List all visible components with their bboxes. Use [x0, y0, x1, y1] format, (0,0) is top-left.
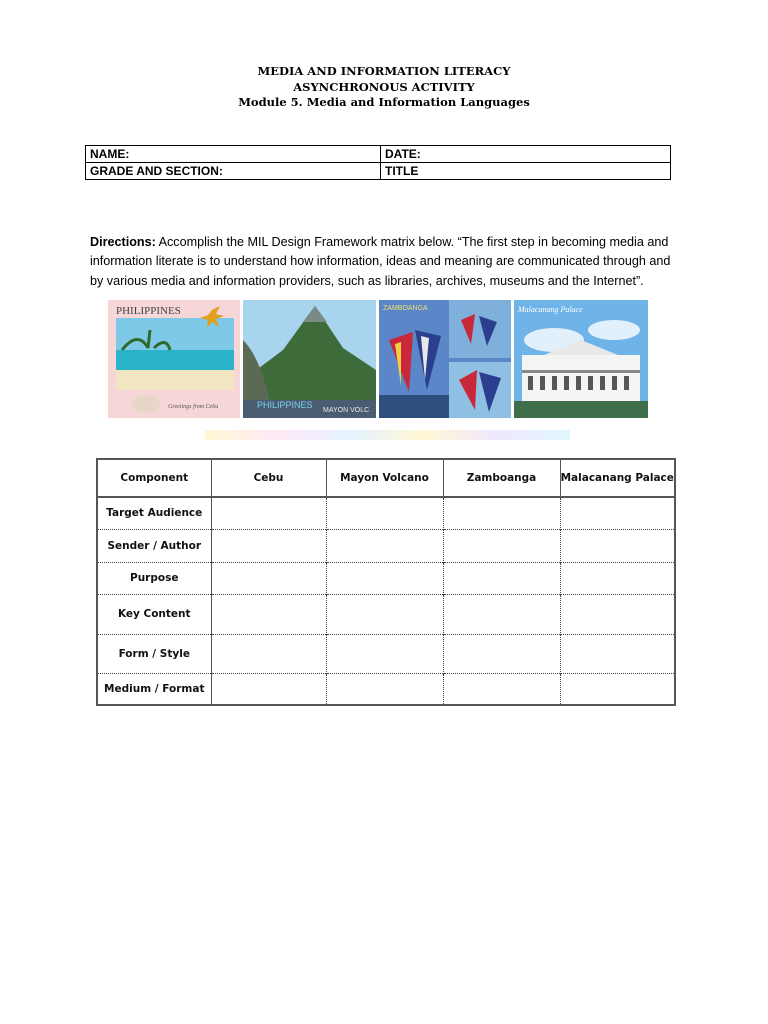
- matrix-cell[interactable]: [560, 562, 675, 594]
- row-label-sender-author: Sender / Author: [97, 529, 211, 562]
- row-label-key-content: Key Content: [97, 594, 211, 634]
- matrix-cell[interactable]: [211, 634, 326, 673]
- cebu-postcard-title: PHILIPPINES: [116, 305, 181, 317]
- mayon-volcano-image: [243, 300, 376, 418]
- palace-caption: Malacanang Palace: [518, 305, 583, 314]
- header-mayon-volcano: Mayon Volcano: [326, 459, 443, 497]
- header-component: Component: [97, 459, 211, 497]
- table-row: [97, 594, 675, 634]
- matrix-cell[interactable]: [326, 497, 443, 529]
- header-zamboanga: Zamboanga: [443, 459, 560, 497]
- row-label-purpose: Purpose: [97, 562, 211, 594]
- matrix-cell[interactable]: [443, 497, 560, 529]
- directions-label: Directions:: [90, 234, 156, 249]
- matrix-cell[interactable]: [443, 673, 560, 705]
- activity-type: ASYNCHRONOUS ACTIVITY: [293, 79, 475, 94]
- row-label-target-audience: Target Audience: [97, 497, 211, 529]
- decorative-color-strip: [205, 430, 570, 440]
- malacanang-palace-image: [514, 300, 648, 418]
- name-field[interactable]: NAME:: [86, 146, 381, 163]
- document-header: [0, 64, 768, 111]
- course-title: MEDIA AND INFORMATION LITERACY: [257, 64, 511, 78]
- directions-text: Accomplish the MIL Design Framework matrix below. “The first step in becoming media and information literate is to understand how information, ideas and meaning are communicated through and by various media and information providers, such as libraries, archives, museums and the Internet”.: [90, 234, 671, 288]
- date-field[interactable]: DATE:: [381, 146, 671, 163]
- matrix-cell[interactable]: [443, 562, 560, 594]
- matrix-cell[interactable]: [443, 529, 560, 562]
- mayon-caption: MAYON VOLC: [323, 407, 370, 414]
- matrix-cell[interactable]: [560, 634, 675, 673]
- mil-design-framework-matrix: [96, 458, 676, 706]
- matrix-cell[interactable]: [326, 529, 443, 562]
- row-label-medium-format: Medium / Format: [97, 673, 211, 705]
- row-label-form-style: Form / Style: [97, 634, 211, 673]
- matrix-cell[interactable]: [211, 594, 326, 634]
- photo-collage: [108, 300, 648, 420]
- matrix-cell[interactable]: [211, 562, 326, 594]
- zamboanga-vinta-image: [379, 300, 511, 418]
- module-title: Module 5. Media and Information Languages: [238, 95, 530, 109]
- matrix-cell[interactable]: [443, 634, 560, 673]
- matrix-cell[interactable]: [560, 497, 675, 529]
- table-row: [97, 562, 675, 594]
- matrix-cell[interactable]: [560, 529, 675, 562]
- student-info-table: [85, 145, 671, 180]
- cebu-postcard-image: [108, 300, 240, 418]
- matrix-cell[interactable]: [326, 594, 443, 634]
- table-row: [97, 673, 675, 705]
- zamboanga-label: ZAMBOANGA: [383, 305, 428, 312]
- directions-paragraph: [90, 233, 680, 292]
- matrix-cell[interactable]: [326, 673, 443, 705]
- matrix-cell[interactable]: [560, 673, 675, 705]
- table-row: [97, 497, 675, 529]
- table-row: [97, 529, 675, 562]
- matrix-cell[interactable]: [211, 497, 326, 529]
- table-row: [97, 634, 675, 673]
- matrix-cell[interactable]: [560, 594, 675, 634]
- matrix-cell[interactable]: [326, 634, 443, 673]
- cebu-postcard-caption: Greetings from Cebu: [168, 404, 219, 410]
- mayon-logo-text: PHILIPPINES: [257, 400, 313, 410]
- matrix-cell[interactable]: [211, 529, 326, 562]
- matrix-cell[interactable]: [326, 562, 443, 594]
- grade-section-field[interactable]: GRADE AND SECTION:: [86, 163, 381, 180]
- matrix-cell[interactable]: [211, 673, 326, 705]
- title-field[interactable]: TITLE: [381, 163, 671, 180]
- matrix-cell[interactable]: [443, 594, 560, 634]
- header-cebu: Cebu: [211, 459, 326, 497]
- header-malacanang-palace: Malacanang Palace: [560, 459, 675, 497]
